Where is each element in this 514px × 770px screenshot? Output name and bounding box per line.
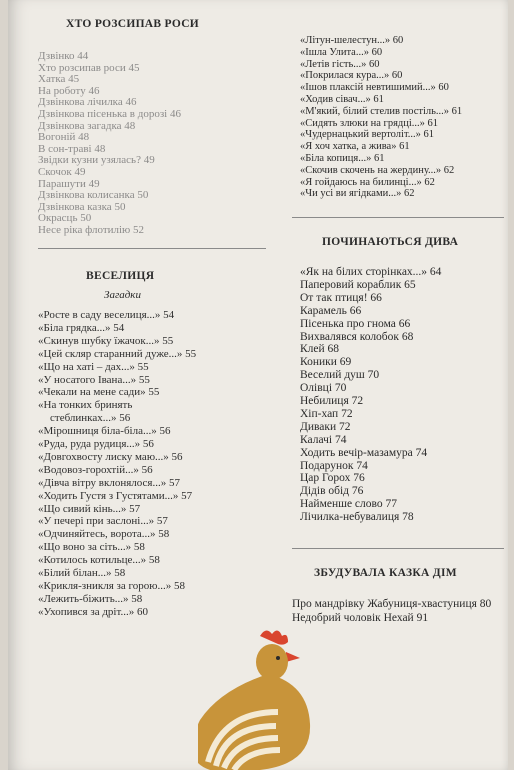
toc-entry: «Як на білих сторінках...» 64 bbox=[300, 266, 442, 278]
toc-entry: Звідки кузни узялась? 49 bbox=[38, 154, 155, 167]
toc-entry: «Мірошниця біла-біла...» 56 bbox=[38, 425, 171, 438]
toc-entry: Хіп-хап 72 bbox=[300, 407, 353, 420]
section-subtitle-riddles: Загадки bbox=[104, 289, 141, 301]
toc-entry: «Сидять злюки на грядці...» 61 bbox=[300, 117, 439, 129]
toc-entry: Цар Горох 76 bbox=[300, 472, 365, 485]
toc-entry: Калачі 74 bbox=[300, 433, 347, 446]
toc-entry: «Ходив сівач...» 61 bbox=[300, 94, 384, 105]
toc-entry: Несе ріка флотилію 52 bbox=[38, 224, 145, 236]
toc-entry: «Я гойдаюсь на билинці...» 62 bbox=[300, 176, 435, 188]
toc-entry: «Що на хаті – дах...» 55 bbox=[38, 360, 149, 373]
toc-entry: «Цей скляр старанний дуже...» 55 bbox=[38, 347, 197, 360]
toc-entry: Хто розсипав роси 45 bbox=[38, 61, 140, 74]
toc-entry: Лічилка-небувалиця 78 bbox=[300, 511, 414, 524]
section-divider bbox=[38, 248, 266, 249]
toc-entry: «Водовоз-горохтій...» 56 bbox=[38, 463, 153, 476]
toc-entry: Диваки 72 bbox=[300, 420, 351, 433]
toc-entry: Парашути 49 bbox=[38, 177, 100, 190]
rooster-illustration bbox=[198, 626, 318, 770]
toc-entry: Клей 68 bbox=[300, 343, 340, 356]
toc-entry: «Ішла Улита...» 60 bbox=[300, 46, 383, 58]
toc-entry: стеблинках...» 56 bbox=[50, 412, 131, 425]
toc-entry: «Літун-шелестун...» 60 bbox=[300, 35, 404, 46]
toc-entry: «Біла копиця...» 61 bbox=[300, 153, 385, 164]
toc-entry: «У печері при заслоні...» 57 bbox=[38, 515, 168, 528]
toc-entry: «Біла грядка...» 54 bbox=[38, 321, 125, 334]
section-title-wonders: ПОЧИНАЮТЬСЯ ДИВА bbox=[322, 236, 459, 248]
toc-entry: «Довгохвосту лиску маю...» 56 bbox=[38, 450, 183, 463]
toc-entry: Небилиця 72 bbox=[300, 395, 364, 407]
toc-entry: «Чи усі ви ягідками...» 62 bbox=[300, 188, 415, 200]
toc-entry: «Покрилася кура...» 60 bbox=[300, 70, 403, 82]
toc-entry: Про мандрівку Жабуниця-хвастуниця 80 bbox=[292, 598, 492, 610]
toc-entry: «Руда, руда рудиця...» 56 bbox=[38, 438, 154, 450]
section-divider bbox=[292, 548, 504, 549]
toc-entry: Паперовий кораблик 65 bbox=[300, 278, 416, 291]
toc-entry: «Лежить-біжить...» 58 bbox=[38, 592, 143, 605]
book-page bbox=[8, 0, 508, 770]
toc-entry: В сон-траві 48 bbox=[38, 142, 106, 155]
toc-entry: Дзвінкова колисанка 50 bbox=[38, 189, 149, 202]
toc-entry: Недобрий чоловік Нехай 91 bbox=[292, 612, 429, 624]
toc-entry: Дзвінко 44 bbox=[38, 50, 89, 62]
toc-entry: «Скочив скочень на жердину...» 62 bbox=[300, 164, 455, 176]
toc-entry: Коники 69 bbox=[300, 356, 352, 369]
toc-entry: Вогоній 48 bbox=[38, 131, 90, 144]
toc-entry: Окрасць 50 bbox=[38, 212, 92, 225]
toc-entry: «Ухопився за дріт...» 60 bbox=[38, 605, 148, 618]
toc-entry: «Летів гість...» 60 bbox=[300, 58, 380, 70]
toc-entry: Дідів обід 76 bbox=[300, 485, 364, 498]
toc-entry: Вихвалявся колобок 68 bbox=[300, 330, 414, 343]
toc-entry: Дзвінкова загадка 48 bbox=[38, 119, 136, 132]
toc-entry: Скочок 49 bbox=[38, 166, 86, 178]
section-title-roses: ХТО РОЗСИПАВ РОСИ bbox=[66, 18, 200, 30]
toc-entry: На роботу 46 bbox=[38, 84, 100, 97]
section-divider bbox=[292, 217, 504, 218]
toc-entry: Найменше слово 77 bbox=[300, 498, 398, 511]
toc-entry: «Дівча вітру вклонялося...» 57 bbox=[38, 476, 180, 489]
toc-entry: «Чудернацький вертоліт...» 61 bbox=[300, 129, 435, 141]
toc-entry: От так птиця! 66 bbox=[300, 291, 382, 304]
toc-entry: Ходить вечір-мазамура 74 bbox=[300, 446, 428, 459]
toc-entry: «Я хоч хатка, а жива» 61 bbox=[300, 141, 410, 153]
toc-entry: «Котилось котильце...» 58 bbox=[38, 554, 160, 567]
toc-entry: «Скинув шубку їжачок...» 55 bbox=[38, 334, 174, 347]
toc-entry: «Що сивий кінь...» 57 bbox=[38, 502, 141, 515]
toc-entry: Дзвінкова пісенька в дорозі 46 bbox=[38, 108, 181, 120]
toc-entry: «Що воно за сіть...» 58 bbox=[38, 541, 145, 554]
toc-entry: «Росте в саду веселиця...» 54 bbox=[38, 309, 175, 321]
toc-entry: Карамель 66 bbox=[300, 304, 362, 317]
toc-entry: «Чекали на мене сади» 55 bbox=[38, 386, 160, 399]
toc-entry: «Одчиняйтесь, ворота...» 58 bbox=[38, 528, 170, 541]
toc-entry: «Білий білан...» 58 bbox=[38, 567, 126, 579]
section-title-veselytsia: ВЕСЕЛИЦЯ bbox=[86, 270, 155, 282]
toc-entry: Хатка 45 bbox=[38, 73, 80, 86]
toc-entry: «Ходить Густя з Густятами...» 57 bbox=[38, 489, 193, 502]
toc-entry: «У носатого Івана...» 55 bbox=[38, 373, 150, 386]
toc-entry: «Ішов плаксій невтишимий...» 60 bbox=[300, 82, 449, 94]
toc-entry: Веселий душ 70 bbox=[300, 369, 380, 382]
section-title-fairy-house: ЗБУДУВАЛА КАЗКА ДІМ bbox=[314, 567, 457, 579]
toc-entry: Дзвінкова лічилка 46 bbox=[38, 96, 137, 109]
toc-entry: «На тонких бринять bbox=[38, 399, 133, 412]
toc-entry: «М'який, білий стелив постіль...» 61 bbox=[300, 105, 463, 117]
toc-entry: Олівці 70 bbox=[300, 382, 347, 395]
toc-entry: «Крикля-зникля за горою...» 58 bbox=[38, 579, 185, 592]
toc-entry: Подарунок 74 bbox=[300, 459, 368, 472]
toc-entry: Дзвінкова казка 50 bbox=[38, 200, 126, 213]
toc-entry: Пісенька про гнома 66 bbox=[300, 317, 411, 330]
